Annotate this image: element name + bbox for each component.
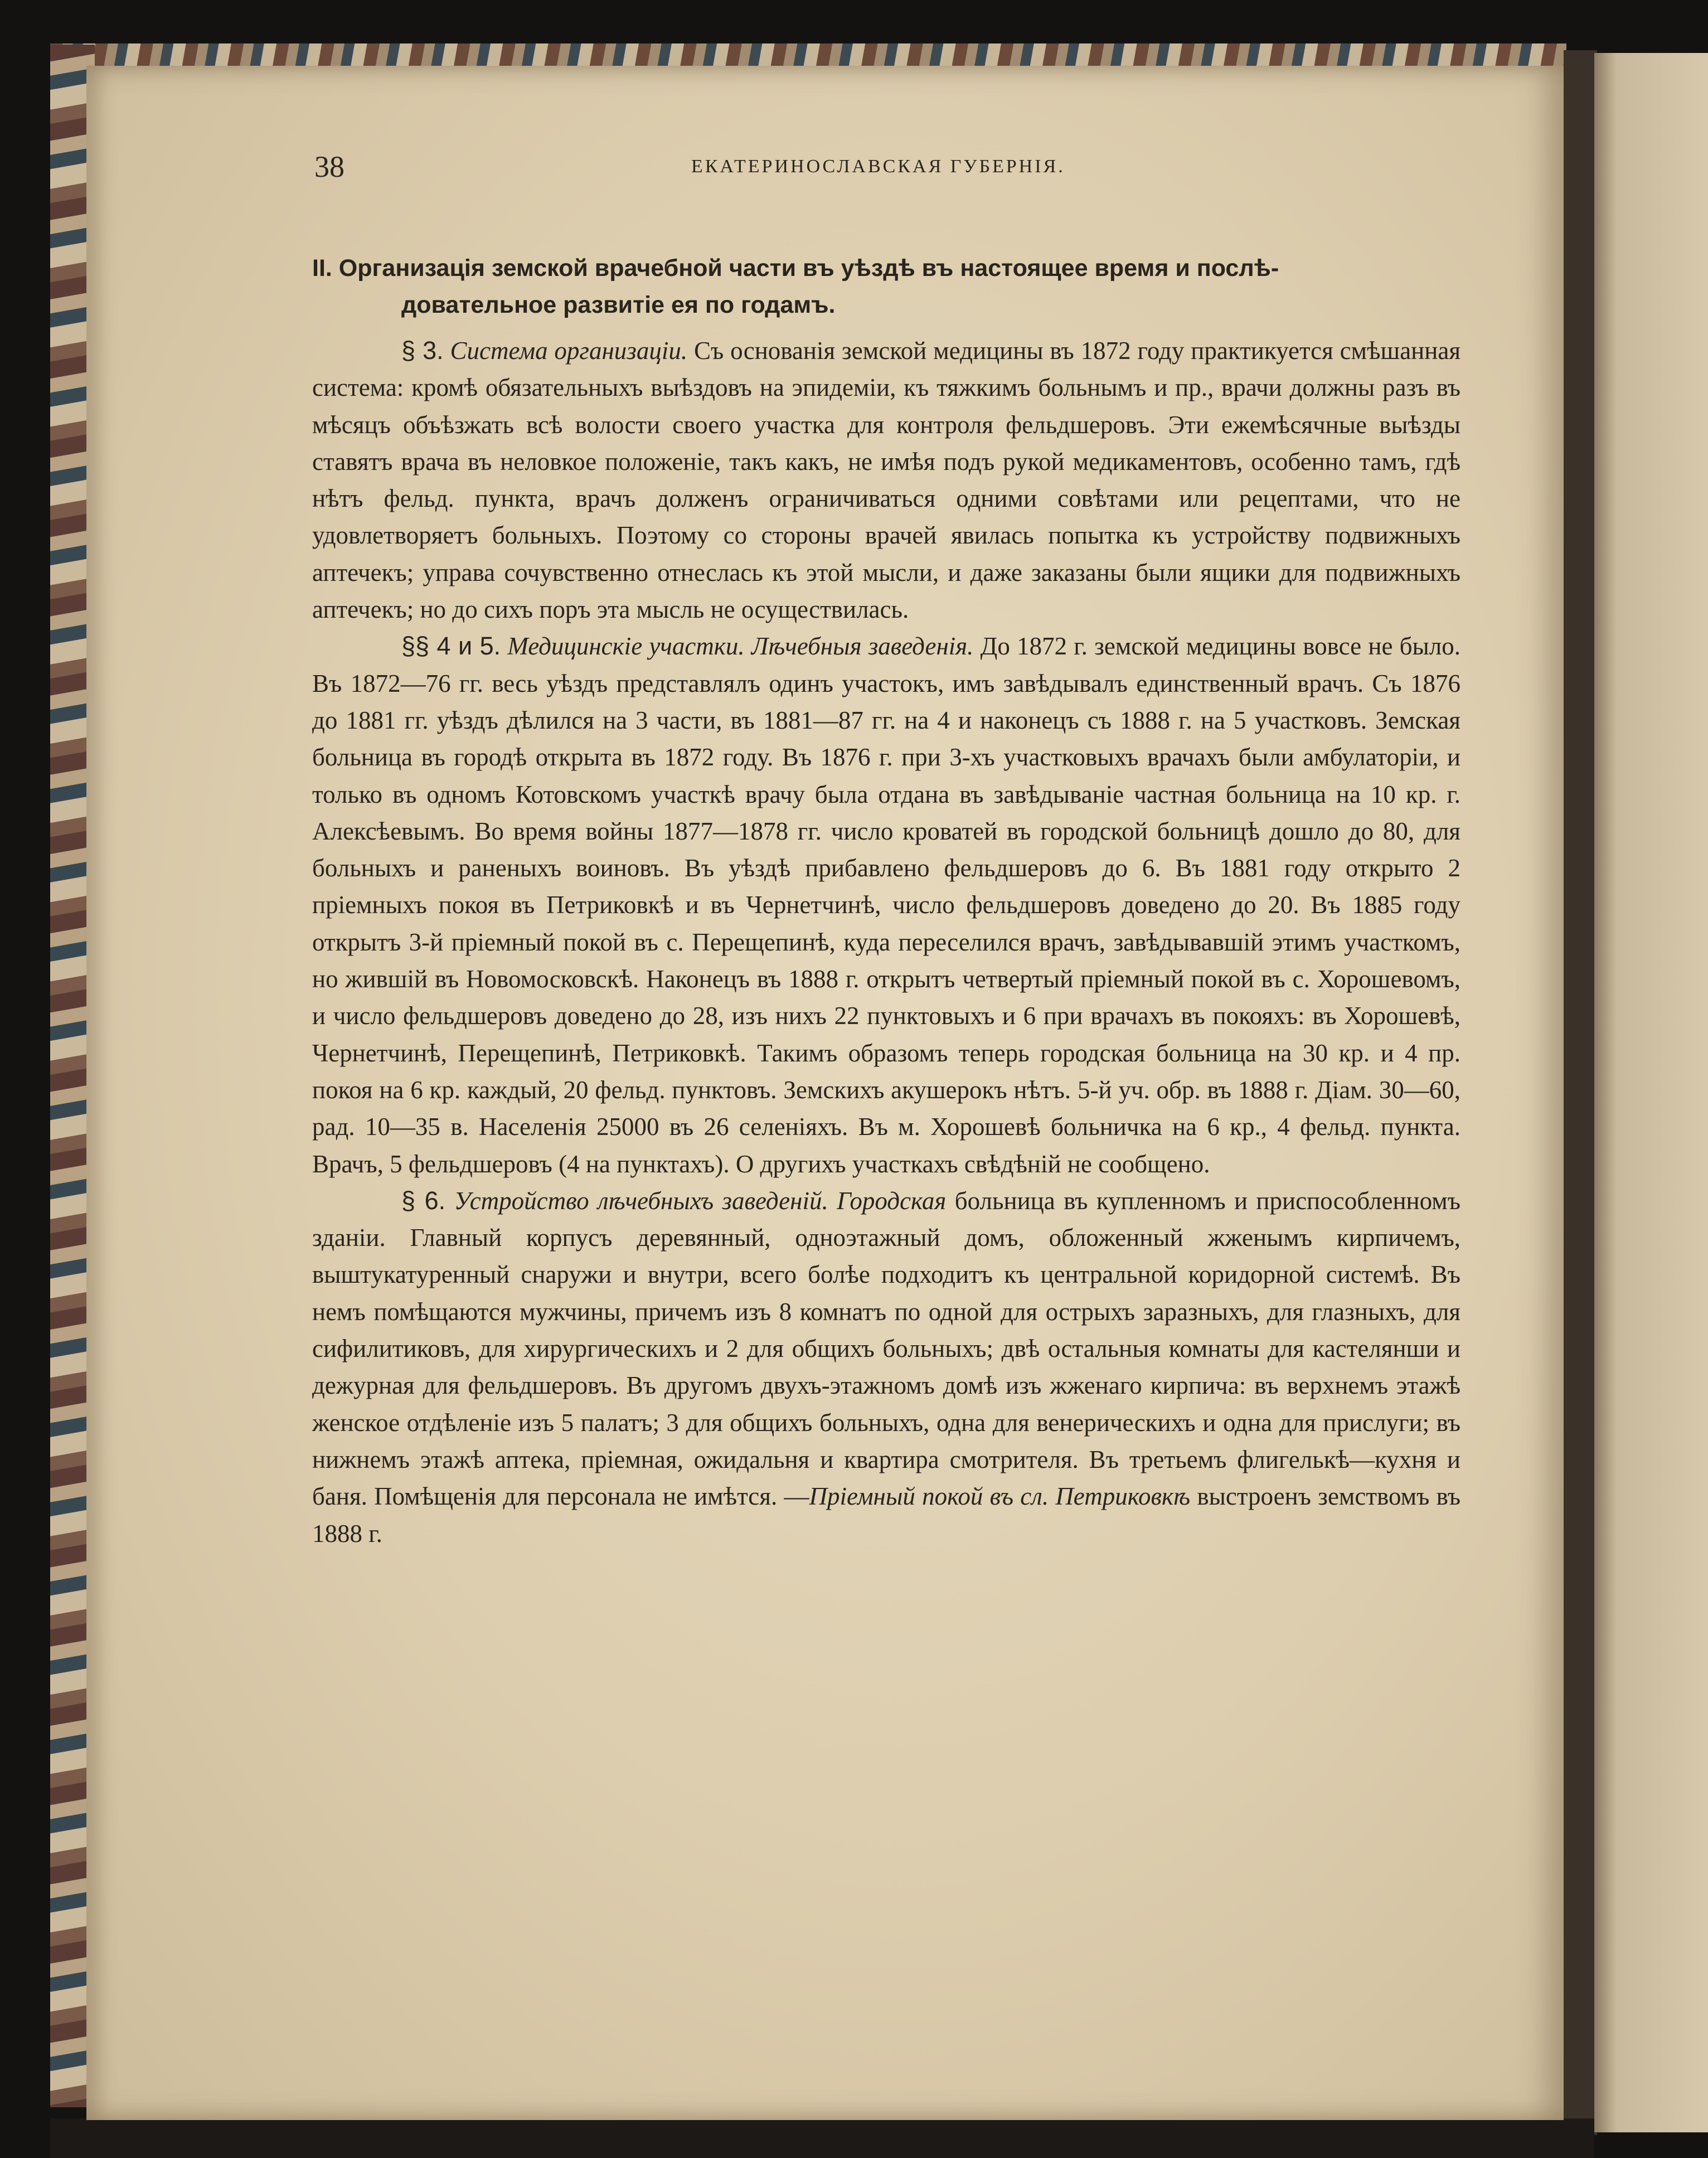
section-mark: § 3.	[401, 336, 444, 365]
running-title: ЕКАТЕРИНОСЛАВСКАЯ ГУБЕРНІЯ.	[691, 156, 1065, 177]
section-title: Медицинскіе участки. Лѣчебныя заведенія.	[507, 632, 974, 661]
paragraph-text: До 1872 г. земской медицины вовсе не было. Въ 1872—76 гг. весь уѣздъ представлялъ одинъ участокъ, имъ завѣдывалъ единственный врачъ. Съ 1876 до 1881 гг. уѣздъ дѣлился на 3 части, въ 1881—87 гг. на 4 и наконецъ съ 1888 г. на 5 участковъ. Земская больница въ городѣ открыта въ 1872 году. Въ 1876 г. при 3-хъ участковыхъ врачахъ были амбулаторіи, и только въ одномъ Котовскомъ участкѣ врачу была отдана въ завѣдываніе частная больница на 10 кр. г. Алексѣевымъ. Во время войны 1877—1878 гг. число кроватей въ городской больницѣ дошло до 80, для больныхъ и раненыхъ воиновъ. Въ уѣздѣ прибавлено фельдшеровъ до 6. Въ 1881 году открыто 2 пріемныхъ покоя въ Петриковкѣ и въ Чернетчинѣ, число фельдшеровъ доведено до 20. Въ 1885 году открытъ 3-й пріемный покой въ с. Перещепинѣ, куда переселился врачъ, завѣдывавшій этимъ участкомъ, но жившій въ Новомосковскѣ. Наконецъ въ 1888 г. открытъ четвертый пріемный покой въ с. Хорошевомъ, и число фельдшеровъ доведено до 28, изъ нихъ 22 пунктовыхъ и 6 при врачахъ въ покояхъ: въ Хорошевѣ, Чернетчинѣ, Перещепинѣ, Петриковкѣ. Такимъ образомъ теперь городская больница на 30 кр. и 4 пр. покоя на 6 кр. каждый, 20 фельд. пунктовъ. Земскихъ акушерокъ нѣтъ. 5-й уч. обр. въ 1888 г. Діам. 30—60, рад. 10—35 в. Населенія 25000 въ 26 селеніяхъ. Въ м. Хорошевѣ больничка на 6 кр., 4 фельд. пункта. Врачъ, 5 фельдшеровъ (4 на пунктахъ). О другихъ участкахъ свѣдѣній не сообщено.	[312, 632, 1460, 1178]
book-gutter	[1564, 50, 1597, 2135]
heading-line-2: довательное развитіе ея по годамъ.	[401, 292, 836, 318]
section-title: Устройство лѣчебныхъ заведеній. Городская	[454, 1186, 947, 1215]
marbled-cover-top	[50, 43, 1566, 66]
scan-bottom-edge	[50, 2118, 1594, 2158]
paragraph-text: Съ основанія земской медицины въ 1872 году практикуется смѣшанная система: кромѣ обязательныхъ выѣздовъ на эпидеміи, къ тяжкимъ больнымъ и пр., врачи должны разъ въ мѣсяцъ объѣзжать всѣ волости своего участка для контроля фельдшеровъ. Эти ежемѣсячные выѣзды ставятъ врача въ неловкое положеніе, такъ какъ, не имѣя подъ рукой медикаментовъ, особенно тамъ, гдѣ нѣтъ фельд. пункта, врачъ долженъ ограничиваться одними совѣтами или рецептами, что не удовлетворяетъ больныхъ. Поэтому со стороны врачей явилась попытка къ устройству подвижныхъ аптечекъ; управа сочувственно отнеслась къ этой мысли, и даже заказаны были ящики для подвижныхъ аптечекъ; но до сихъ поръ эта мысль не осуществилась.	[312, 337, 1461, 624]
section-subtitle: Пріемный покой въ сл. Петриковкѣ	[809, 1482, 1191, 1511]
page-header	[312, 149, 1460, 188]
section-mark: §§ 4 и 5.	[401, 632, 501, 661]
section-mark: § 6.	[401, 1186, 446, 1215]
heading-line-1: II. Организація земской врачебной части въ уѣздѣ въ настоящее время и послѣ-	[312, 255, 1279, 282]
facing-page-edge	[1594, 53, 1708, 2132]
section-title: Система организаціи.	[450, 337, 688, 365]
paragraph-text: больница въ купленномъ и приспособленномъ зданіи. Главный корпусъ деревянный, одноэтажный домъ, обложенный жженымъ кирпичемъ, выштукатуренный снаружи и внутри, всего болѣе подходитъ къ центральной коридорной системѣ. Въ немъ помѣщаются мужчины, причемъ изъ 8 комнатъ по одной для острыхъ заразныхъ, для глазныхъ, для сифилитиковъ, для хирургическихъ и 2 для общихъ больныхъ; двѣ остальныя комнаты для кастелянши и дежурная для фельдшеровъ. Въ другомъ двухъ-этажномъ домѣ изъ жженаго кирпича: въ верхнемъ этажѣ женское отдѣленіе изъ 5 палатъ; 3 для общихъ больныхъ, одна для венерическихъ и одна для прислуги; въ нижнемъ этажѣ аптека, пріемная, ожидальня и квартира смотрителя. Въ третьемъ флигелькѣ—кухня и баня. Помѣщенія для персонала не имѣтся. —	[312, 1186, 1460, 1511]
paragraph-section-6	[312, 1182, 1460, 1552]
page-content	[312, 149, 1460, 1552]
paragraph-section-3	[312, 332, 1460, 628]
section-heading	[312, 250, 1460, 323]
page-number: 38	[314, 150, 344, 183]
paragraph-text-end: выстроенъ земствомъ въ 1888 г.	[312, 1482, 1460, 1548]
paragraph-section-4-5	[312, 628, 1460, 1182]
